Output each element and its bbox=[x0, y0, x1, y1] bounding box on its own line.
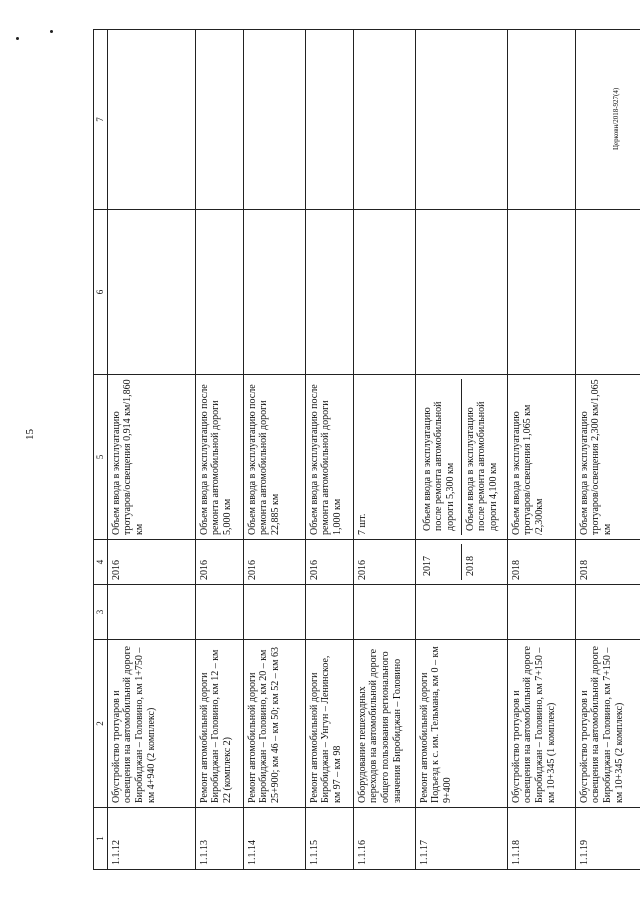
table-row bbox=[415, 30, 507, 870]
scan-speck bbox=[50, 30, 53, 33]
empty-cell bbox=[507, 210, 575, 375]
header-cell-2: 2 bbox=[94, 640, 108, 808]
result-cell-split bbox=[415, 375, 507, 540]
measure-name: Оборудование пешеходных переходов на автомобильной дороге общего пользования регионального значения Биробиджан – Головино bbox=[353, 640, 415, 808]
header-cell-1: 1 bbox=[94, 808, 108, 870]
empty-cell bbox=[415, 210, 507, 375]
row-number: 1.1.14 bbox=[243, 808, 305, 870]
year-cell: 2016 bbox=[353, 540, 415, 585]
result-cell: Объем ввода в эксплуатацию тротуаров/освещения 2,300 км/1,065 км bbox=[575, 375, 640, 540]
measure-name: Обустройство тротуаров и освещения на автомобильной дороге Биробиджан – Головино, км 1+750 – км 4+940 (2 комплекс) bbox=[107, 640, 195, 808]
empty-cell bbox=[195, 585, 243, 640]
year-cell: 2016 bbox=[305, 540, 353, 585]
result-cell: Объем ввода в эксплуатацию после ремонта автомобильной дороги 5,300 км bbox=[421, 401, 457, 531]
measure-name: Обустройство тротуаров и освещения на автомобильной дороге Биробиджан – Головино, км 7+150 – км 10+345 (1 комплекс) bbox=[507, 640, 575, 808]
program-table bbox=[93, 29, 640, 870]
result-cell: Объем ввода в эксплуатацию после ремонта автомобильной дороги 5,000 км bbox=[195, 375, 243, 540]
empty-cell bbox=[415, 30, 507, 210]
year-cell: 2016 bbox=[107, 540, 195, 585]
empty-cell bbox=[305, 210, 353, 375]
measure-name: Обустройство тротуаров и освещения на автомобильной дороге Биробиджан – Головино, км 7+150 – км 10+345 (2 комплекс) bbox=[575, 640, 640, 808]
measure-name: Ремонт автомобильной дороги Подъезд к с. им. Тельмана, км 0 – км 9+400 bbox=[415, 640, 507, 808]
year-cell: 2016 bbox=[243, 540, 305, 585]
empty-cell bbox=[195, 30, 243, 210]
empty-cell bbox=[305, 585, 353, 640]
table-row bbox=[107, 30, 195, 870]
empty-cell bbox=[107, 585, 195, 640]
empty-cell bbox=[243, 210, 305, 375]
result-cell: 7 шт. bbox=[353, 375, 415, 540]
empty-cell bbox=[305, 30, 353, 210]
year-cell: 2016 bbox=[195, 540, 243, 585]
row-number: 1.1.17 bbox=[415, 808, 507, 870]
result-cell: Объем ввода в эксплуатацию после ремонта автомобильной дороги 4,100 км bbox=[461, 379, 504, 535]
empty-cell bbox=[243, 585, 305, 640]
year-cell: 2018 bbox=[507, 540, 575, 585]
table-row bbox=[353, 30, 415, 870]
table-row bbox=[195, 30, 243, 870]
empty-cell bbox=[353, 30, 415, 210]
header-cell-5: 5 bbox=[94, 375, 108, 540]
empty-cell bbox=[507, 30, 575, 210]
empty-cell bbox=[575, 585, 640, 640]
empty-cell bbox=[353, 585, 415, 640]
year-cell: 2017 bbox=[421, 556, 433, 576]
header-cell-3: 3 bbox=[94, 585, 108, 640]
result-cell: Объем ввода в эксплуатацию после ремонта автомобильной дороги 1,000 км bbox=[305, 375, 353, 540]
row-number: 1.1.16 bbox=[353, 808, 415, 870]
result-cell: Объем ввода в эксплуатацию тротуаров/освещения 0,914 км/1,860 км bbox=[107, 375, 195, 540]
row-number: 1.1.15 bbox=[305, 808, 353, 870]
row-number: 1.1.18 bbox=[507, 808, 575, 870]
header-cell-6: 6 bbox=[94, 210, 108, 375]
result-cell: Объем ввода в эксплуатацию после ремонта автомобильной дороги 22,885 км bbox=[243, 375, 305, 540]
table-row bbox=[243, 30, 305, 870]
row-number: 1.1.19 bbox=[575, 808, 640, 870]
year-cell: 2018 bbox=[575, 540, 640, 585]
row-number: 1.1.13 bbox=[195, 808, 243, 870]
header-row bbox=[94, 30, 108, 870]
header-cell-7: 7 bbox=[94, 30, 108, 210]
empty-cell bbox=[195, 210, 243, 375]
empty-cell bbox=[507, 585, 575, 640]
empty-cell bbox=[243, 30, 305, 210]
empty-cell bbox=[415, 585, 507, 640]
result-cell: Объем ввода в эксплуатацию тротуаров/освещения 1,065 км /2,300км bbox=[507, 375, 575, 540]
table-row bbox=[575, 30, 640, 870]
empty-cell bbox=[575, 30, 640, 210]
row-number: 1.1.12 bbox=[107, 808, 195, 870]
year-cell-split bbox=[415, 540, 507, 585]
empty-cell bbox=[107, 30, 195, 210]
empty-cell bbox=[353, 210, 415, 375]
table-row bbox=[305, 30, 353, 870]
page-number: 15 bbox=[24, 429, 36, 440]
document-code: Церковн/2018-927(4) bbox=[612, 87, 620, 150]
measure-name: Ремонт автомобильной дороги Биробиджан – Унгун – Ленинское, км 97 – км 98 bbox=[305, 640, 353, 808]
measure-name: Ремонт автомобильной дороги Биробиджан – Головино, км 12 – км 22 (комплекс 2) bbox=[195, 640, 243, 808]
empty-cell bbox=[107, 210, 195, 375]
measure-name: Ремонт автомобильной дороги Биробиджан – Головино, км 20 – км 25+900; км 46 – км 50; км 52 – км 63 bbox=[243, 640, 305, 808]
table-row bbox=[507, 30, 575, 870]
header-cell-4: 4 bbox=[94, 540, 108, 585]
scan-speck bbox=[16, 37, 19, 40]
empty-cell bbox=[575, 210, 640, 375]
year-cell: 2018 bbox=[461, 544, 504, 580]
